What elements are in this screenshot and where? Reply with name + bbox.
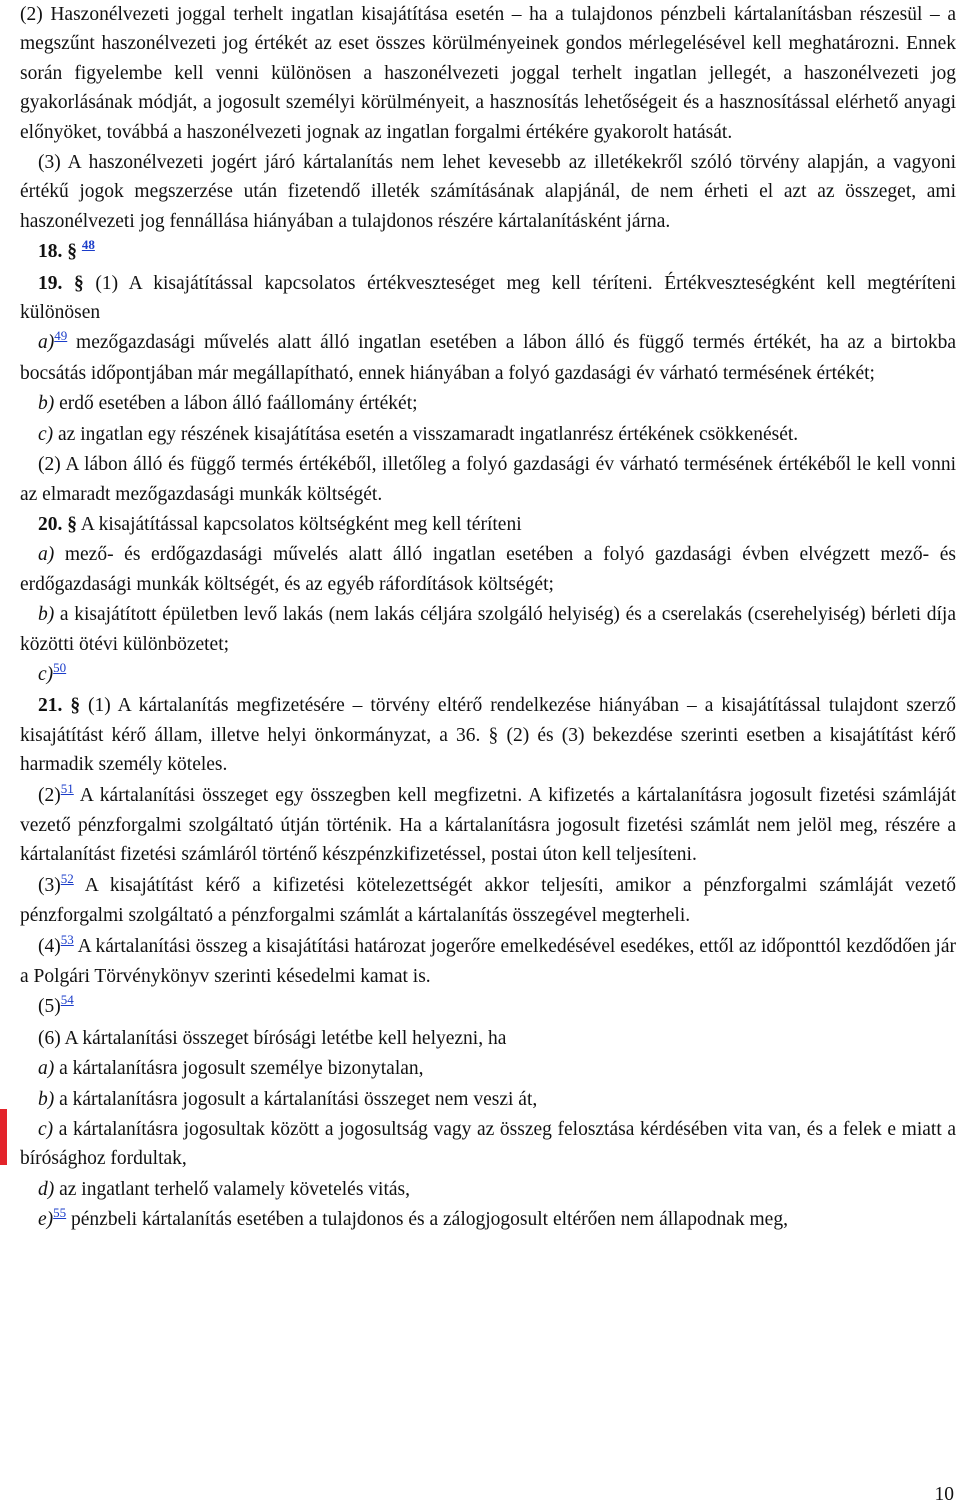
paragraph bbox=[20, 781, 956, 870]
document-page bbox=[20, 0, 956, 1237]
item-label: c) bbox=[38, 663, 54, 685]
list-item bbox=[20, 389, 956, 418]
section-paragraph bbox=[20, 691, 956, 779]
footnote-link[interactable]: 52 bbox=[60, 870, 74, 886]
item-label: b) bbox=[38, 393, 55, 415]
list-item bbox=[20, 600, 956, 659]
item-label: a) bbox=[38, 332, 55, 354]
paragraph-text: (1) A kártalanítás megfizetésére – törvény eltérő rendelkezése hiányában – a kisajátítással tulajdont szerző kisajátítást kérő állam, illetve helyi önkormányzat, a 36. § (2) és (3) bekezdése szerinti esetben a kisajátítást kérő harmadik személy köteles. bbox=[20, 695, 956, 776]
section-number: 20. § bbox=[38, 513, 77, 535]
item-label: (3) bbox=[38, 874, 61, 896]
section-number: 19. § bbox=[38, 272, 84, 294]
item-label: d) bbox=[38, 1178, 55, 1200]
list-item bbox=[20, 1205, 956, 1235]
paragraph: (6) A kártalanítási összeget bírósági letétbe kell helyezni, ha bbox=[38, 1027, 507, 1049]
item-label: b) bbox=[38, 604, 55, 626]
item-label: (5) bbox=[38, 996, 61, 1018]
paragraph bbox=[20, 932, 956, 992]
footnote-link[interactable]: 55 bbox=[53, 1205, 67, 1221]
paragraph-text: A kártalanítási összeg a kisajátítási határozat jogerőre emelkedésével esedékes, ettől az időponttól kezdődően jár a Polgári Törvénykönyv szerinti késedelmi kamat is. bbox=[20, 935, 956, 987]
paragraph: (2) Haszonélvezeti joggal terhelt ingatlan kisajátítása esetén – ha a tulajdonos pénzbeli kártalanításban részesül – a megszűnt haszonélvezeti jog értékét az eset összes körülményeinek gondos mérlegelésével kell meghatározni. Ennek során figyelembe kell venni különösen a haszonélvezeti joggal terhelt ingatlan jellegét, a haszonélvezeti jog gyakorlásának módját, a jogosult személyi körülményeit, a hasznosítás lehetőségeit és a hasznosítással elérhető anyagi előnyöket, továbbá a haszonélvezeti jognak az ingatlan forgalmi értékére gyakorolt hatását. bbox=[20, 4, 956, 143]
item-text: a kártalanításra jogosult a kártalanítási összeget nem veszi át, bbox=[54, 1088, 538, 1110]
list-item bbox=[20, 1054, 956, 1083]
item-label: e) bbox=[38, 1209, 54, 1231]
paragraph: (2) A lábon álló és függő termés értékéből, illetőleg a folyó gazdasági év várható termésének értékéből le kell vonni az elmaradt mezőgazdasági munkák költségét. bbox=[20, 454, 956, 505]
item-label: (2) bbox=[38, 784, 61, 806]
footnote-link[interactable]: 51 bbox=[60, 780, 74, 796]
section-paragraph bbox=[20, 510, 956, 539]
paragraph bbox=[20, 992, 956, 1022]
item-text: az ingatlant terhelő valamely követelés vitás, bbox=[54, 1178, 410, 1200]
list-item bbox=[20, 1175, 956, 1204]
item-text: mezőgazdasági művelés alatt álló ingatlan esetében a lábon álló és függő termés értékét, ha az a birtokba bocsátás időpontjában már megállapítható, ennek hiányában a folyó gazdasági év várható termésének értékét; bbox=[20, 332, 956, 384]
list-item bbox=[20, 420, 956, 449]
section-paragraph bbox=[20, 269, 956, 328]
paragraph-text: A kisajátítást kérő a kifizetési kötelezettségét akkor teljesíti, amikor a pénzforgalmi számláját vezető pénzforgalmi szolgáltató a pénzforgalmi számlát a kártalanítás összegével megterheli. bbox=[20, 874, 956, 927]
footnote-link[interactable]: 49 bbox=[54, 328, 68, 344]
item-text: pénzbeli kártalanítás esetében a tulajdonos és a zálogjogosult eltérően nem állapodnak meg, bbox=[66, 1209, 788, 1231]
section-number: 21. § bbox=[38, 695, 81, 717]
footnote-link[interactable]: 53 bbox=[60, 931, 74, 947]
item-label: a) bbox=[38, 1058, 55, 1080]
section-number: 18. § bbox=[38, 241, 77, 263]
list-item bbox=[20, 660, 956, 690]
footnote-link[interactable]: 50 bbox=[53, 659, 67, 675]
item-text: erdő esetében a lábon álló faállomány értékét; bbox=[54, 393, 418, 415]
item-label: b) bbox=[38, 1088, 55, 1110]
page-number: 10 bbox=[934, 1484, 954, 1505]
item-label: c) bbox=[38, 423, 54, 445]
item-text: mező- és erdőgazdasági művelés alatt álló ingatlan esetében a folyó gazdasági évben elvégzett mező- és erdőgazdasági munkák költségét, és az egyéb ráfordítások költségét; bbox=[20, 544, 956, 595]
item-text: a kisajátított épületben levő lakás (nem lakás céljára szolgáló helyiség) és a cserelakás (cserehelyiség) bérleti díja közötti ötévi különbözetet; bbox=[20, 604, 956, 655]
paragraph-text: A kártalanítási összeget egy összegben kell megfizetni. A kifizetés a kártalanításra jogosult fizetési számláját vezető pénzforgalmi szolgáltató útján történik. Ha a kártalanításra jogosult fizetési számlát nem jelöl meg, részére a kártalanítást fizetési számláról történő készpénzkifizetéssel, postai úton kell teljesíteni. bbox=[20, 784, 956, 866]
list-item bbox=[20, 328, 956, 388]
footnote-link[interactable]: 48 bbox=[81, 237, 95, 253]
item-text: a kártalanításra jogosultak között a jogosultság vagy az összeg felosztása kérdésében vita van, és a felek e miatt a bírósághoz fordultak, bbox=[20, 1119, 956, 1170]
item-label: c) bbox=[38, 1119, 54, 1141]
item-label: (4) bbox=[38, 935, 61, 957]
change-marker-bar bbox=[0, 1109, 7, 1165]
paragraph-text: A kisajátítással kapcsolatos költségként meg kell téríteni bbox=[77, 513, 522, 535]
item-label: a) bbox=[38, 544, 55, 566]
section-heading bbox=[20, 237, 956, 267]
footnote-link[interactable]: 54 bbox=[60, 992, 74, 1008]
paragraph: (3) A haszonélvezeti jogért járó kártalanítás nem lehet kevesebb az illetékekről szóló törvény alapján, a vagyoni értékű jogok megszerzése után fizetendő illeték számításának alapjánál, de nem érheti el azt az összeget, ami haszonélvezeti jog fennállása hiányában a tulajdonos részére kártalanításként járna. bbox=[20, 152, 956, 232]
paragraph bbox=[20, 871, 956, 931]
list-item bbox=[20, 1115, 956, 1174]
item-text: a kártalanításra jogosult személye bizonytalan, bbox=[54, 1058, 424, 1080]
item-text: az ingatlan egy részének kisajátítása esetén a visszamaradt ingatlanrész értékének csökkenését. bbox=[53, 423, 799, 445]
paragraph-text: (1) A kisajátítással kapcsolatos értékveszteséget meg kell téríteni. Értékveszteségként kell megtéríteni különösen bbox=[20, 272, 957, 324]
list-item bbox=[20, 1085, 956, 1114]
list-item bbox=[20, 540, 956, 599]
